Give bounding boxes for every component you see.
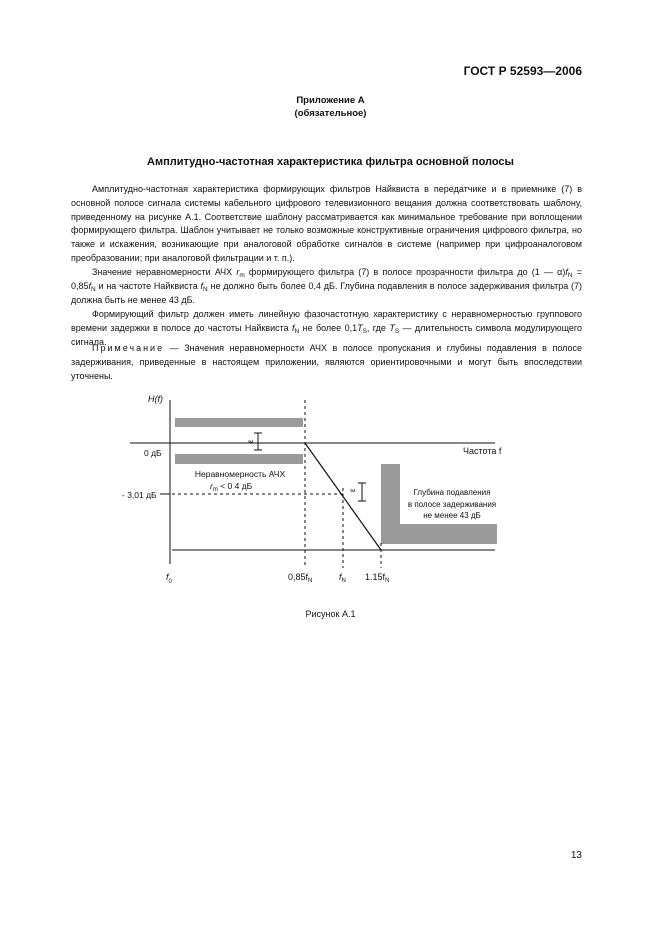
body-text: [71, 183, 582, 350]
stopband-label-line3: не менее 43 дБ: [423, 511, 481, 520]
annex-heading: [0, 94, 661, 120]
stopband-label-line1: Глубина подавления: [413, 488, 491, 497]
section-title: Амплитудно-частотная характеристика фильтра основной полосы: [147, 156, 514, 168]
upper-ripple-band: [175, 418, 303, 427]
frequency-response-mask-figure: [100, 388, 520, 603]
ripple-label-line2: $r_m < 0$ 4 дБ: [210, 481, 253, 493]
stopband-edge-band: [381, 464, 400, 544]
x-axis-label: Частота f: [463, 446, 502, 456]
level-301db-label: - 3,01 дБ: [122, 490, 157, 500]
page-number: 13: [570, 850, 582, 861]
tick-label-115fn: $1.15f_N$: [365, 572, 390, 584]
ripple-label-line1: Неравномерность АЧХ: [194, 469, 286, 479]
epsilon-label-2: ε: [348, 488, 357, 492]
paragraph-1: Амплитудно-частотная характеристика формирующих фильтров Найквиста в передатчике и в приемнике (7) в основной полосе сигнала системы кабельного цифрового телевизионного вещания должна соответствовать шаблону, приведенному на рисунке А.1. Соответствие шаблону рассматривается как минимальное требование при воплощении формирующего фильтра. Шаблон учитывает не только возможные конструктивные ограничения цифрового фильтра, но также и искажения, возникающие при аналоговой обработке сигналов в системе (например при цифроаналоговом преобразовании; при аналоговой фильтрации и т. п.).: [71, 184, 582, 263]
note: [71, 342, 582, 383]
tick-label-fn: $f_N$: [339, 572, 346, 584]
stopband-floor-band: [400, 524, 497, 544]
annex-status: (обязательное): [294, 108, 367, 119]
epsilon-label-1: ε: [246, 439, 255, 443]
document-code: ГОСТ Р 52593—2006: [463, 64, 582, 78]
level-0db-label: 0 дБ: [144, 448, 162, 458]
note-label: Примечание: [92, 343, 165, 353]
annex-title: Приложение А: [296, 95, 365, 106]
lower-ripple-band: [175, 454, 303, 464]
stopband-label-line2: в полосе задерживания: [407, 500, 497, 509]
y-axis-label: H(f): [148, 394, 163, 404]
note-text: — Значения неравномерности АЧХ в полосе пропускания и глубины подавления в полосе задерживания, приведенные в настоящем приложении, являются ориентировочными и могут быть впоследствии уточнены.: [71, 343, 582, 381]
tick-label-085fn: $0,85f_N$: [288, 572, 313, 584]
paragraph-2: Значение неравномерности АЧХ $r_m$ формирующего фильтра (7) в полосе прозрачности фильтра до (1 — $\alpha)f_N = 0,85f_N$ и на частоте Найквиста $f_N$ не должно быть более 0,4 дБ. Глубина подавления в полосе задерживания фильтра (7) должна быть не менее 43 дБ.: [71, 267, 583, 305]
tick-label-f0: $f_0$: [166, 572, 172, 585]
paragraph-3: Формирующий фильтр должен иметь линейную фазочастотную характеристику с неравномерностью группового времени задержки в полосе до частоты Найквиста $f_N$ не более $0,1T_S$, где $T_S$ — длительность символа модулирующего сигнала.: [71, 309, 582, 347]
figure-caption: Рисунок А.1: [305, 609, 356, 619]
